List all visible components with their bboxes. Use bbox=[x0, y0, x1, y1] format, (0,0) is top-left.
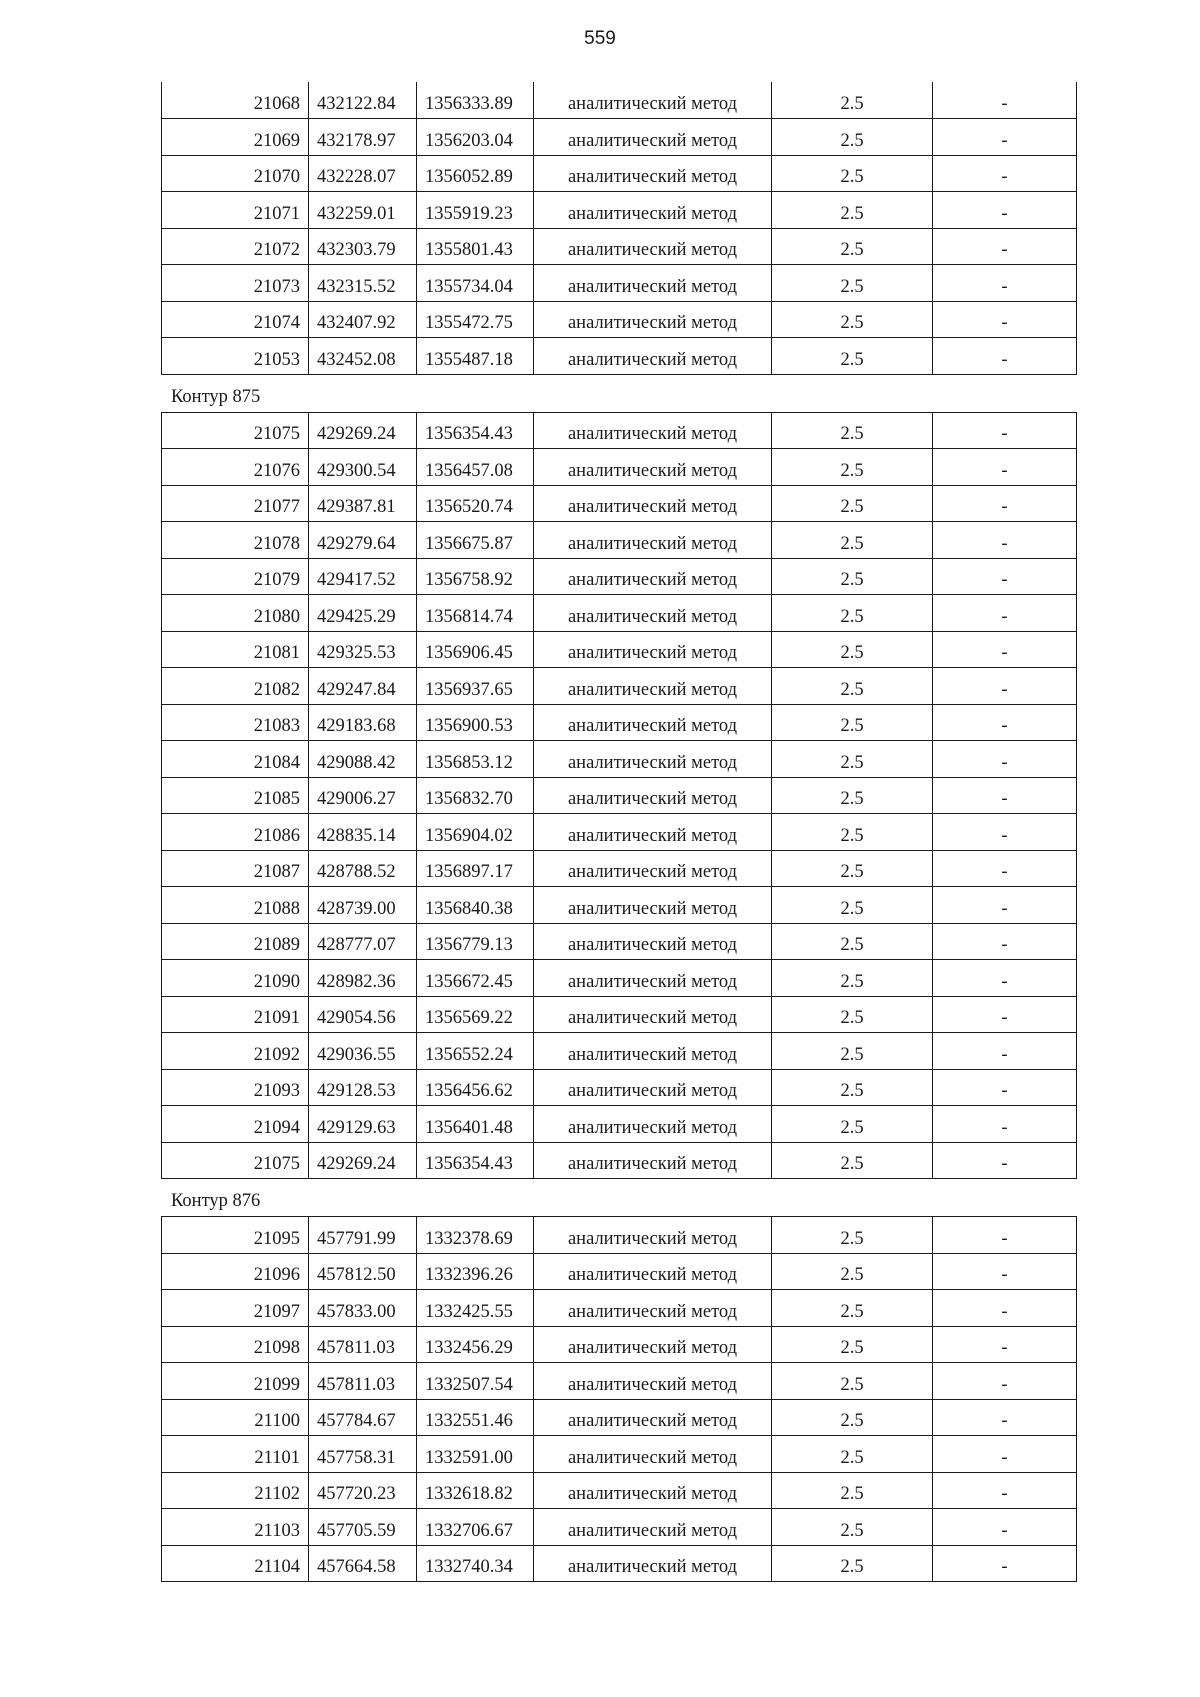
x-coordinate-cell: 428739.00 bbox=[309, 887, 417, 924]
contour-label: Контур 875 bbox=[171, 386, 261, 407]
point-number-cell: 21070 bbox=[162, 155, 309, 192]
point-number-cell: 21102 bbox=[162, 1472, 309, 1509]
accuracy-cell: 2.5 bbox=[772, 1253, 933, 1290]
point-number-cell: 21092 bbox=[162, 1033, 309, 1070]
method-cell: аналитический метод bbox=[534, 1399, 772, 1436]
accuracy-cell: 2.5 bbox=[772, 192, 933, 229]
table-row bbox=[162, 1326, 1077, 1363]
accuracy-cell: 2.5 bbox=[772, 704, 933, 741]
accuracy-cell: 2.5 bbox=[772, 1326, 933, 1363]
y-coordinate-cell: 1356052.89 bbox=[417, 155, 534, 192]
y-coordinate-cell: 1332740.34 bbox=[417, 1545, 534, 1582]
point-number-cell: 21069 bbox=[162, 119, 309, 156]
point-number-cell: 21073 bbox=[162, 265, 309, 302]
coordinates-table bbox=[161, 82, 1077, 375]
description-cell: - bbox=[933, 1472, 1077, 1509]
method-cell: аналитический метод bbox=[534, 1326, 772, 1363]
table-row bbox=[162, 631, 1077, 668]
table-row bbox=[162, 1509, 1077, 1546]
method-cell: аналитический метод bbox=[534, 777, 772, 814]
method-cell: аналитический метод bbox=[534, 1033, 772, 1070]
x-coordinate-cell: 457758.31 bbox=[309, 1436, 417, 1473]
y-coordinate-cell: 1356552.24 bbox=[417, 1033, 534, 1070]
y-coordinate-cell: 1356401.48 bbox=[417, 1106, 534, 1143]
y-coordinate-cell: 1355919.23 bbox=[417, 192, 534, 229]
accuracy-cell: 2.5 bbox=[772, 558, 933, 595]
x-coordinate-cell: 432303.79 bbox=[309, 228, 417, 265]
method-cell: аналитический метод bbox=[534, 338, 772, 375]
y-coordinate-cell: 1356520.74 bbox=[417, 485, 534, 522]
table-row bbox=[162, 887, 1077, 924]
point-number-cell: 21099 bbox=[162, 1363, 309, 1400]
description-cell: - bbox=[933, 923, 1077, 960]
table-row bbox=[162, 155, 1077, 192]
method-cell: аналитический метод bbox=[534, 449, 772, 486]
point-number-cell: 21076 bbox=[162, 449, 309, 486]
description-cell: - bbox=[933, 82, 1077, 119]
description-cell: - bbox=[933, 192, 1077, 229]
table-row bbox=[162, 1290, 1077, 1327]
y-coordinate-cell: 1332618.82 bbox=[417, 1472, 534, 1509]
point-number-cell: 21053 bbox=[162, 338, 309, 375]
accuracy-cell: 2.5 bbox=[772, 485, 933, 522]
x-coordinate-cell: 432178.97 bbox=[309, 119, 417, 156]
y-coordinate-cell: 1356333.89 bbox=[417, 82, 534, 119]
description-cell: - bbox=[933, 595, 1077, 632]
method-cell: аналитический метод bbox=[534, 301, 772, 338]
point-number-cell: 21086 bbox=[162, 814, 309, 851]
x-coordinate-cell: 457811.03 bbox=[309, 1326, 417, 1363]
table-row bbox=[162, 82, 1077, 119]
table-row bbox=[162, 1399, 1077, 1436]
point-number-cell: 21075 bbox=[162, 412, 309, 449]
description-cell: - bbox=[933, 741, 1077, 778]
point-number-cell: 21072 bbox=[162, 228, 309, 265]
page-number: 559 bbox=[584, 28, 616, 49]
method-cell: аналитический метод bbox=[534, 485, 772, 522]
y-coordinate-cell: 1332706.67 bbox=[417, 1509, 534, 1546]
y-coordinate-cell: 1332591.00 bbox=[417, 1436, 534, 1473]
point-number-cell: 21080 bbox=[162, 595, 309, 632]
method-cell: аналитический метод bbox=[534, 1436, 772, 1473]
y-coordinate-cell: 1356900.53 bbox=[417, 704, 534, 741]
accuracy-cell: 2.5 bbox=[772, 228, 933, 265]
y-coordinate-cell: 1355472.75 bbox=[417, 301, 534, 338]
coordinate-tables bbox=[161, 82, 1076, 1582]
x-coordinate-cell: 429128.53 bbox=[309, 1069, 417, 1106]
accuracy-cell: 2.5 bbox=[772, 668, 933, 705]
accuracy-cell: 2.5 bbox=[772, 960, 933, 997]
point-number-cell: 21088 bbox=[162, 887, 309, 924]
method-cell: аналитический метод bbox=[534, 1106, 772, 1143]
point-number-cell: 21087 bbox=[162, 850, 309, 887]
x-coordinate-cell: 429325.53 bbox=[309, 631, 417, 668]
x-coordinate-cell: 432452.08 bbox=[309, 338, 417, 375]
table-row bbox=[162, 1069, 1077, 1106]
x-coordinate-cell: 429425.29 bbox=[309, 595, 417, 632]
method-cell: аналитический метод bbox=[534, 668, 772, 705]
x-coordinate-cell: 457705.59 bbox=[309, 1509, 417, 1546]
table-row bbox=[162, 1033, 1077, 1070]
table-row bbox=[162, 704, 1077, 741]
method-cell: аналитический метод bbox=[534, 1472, 772, 1509]
x-coordinate-cell: 429054.56 bbox=[309, 996, 417, 1033]
x-coordinate-cell: 429269.24 bbox=[309, 412, 417, 449]
accuracy-cell: 2.5 bbox=[772, 338, 933, 375]
y-coordinate-cell: 1356779.13 bbox=[417, 923, 534, 960]
y-coordinate-cell: 1355734.04 bbox=[417, 265, 534, 302]
accuracy-cell: 2.5 bbox=[772, 777, 933, 814]
accuracy-cell: 2.5 bbox=[772, 923, 933, 960]
method-cell: аналитический метод bbox=[534, 522, 772, 559]
description-cell: - bbox=[933, 1363, 1077, 1400]
description-cell: - bbox=[933, 887, 1077, 924]
y-coordinate-cell: 1356203.04 bbox=[417, 119, 534, 156]
table-row bbox=[162, 228, 1077, 265]
contour-label: Контур 876 bbox=[171, 1191, 261, 1211]
accuracy-cell: 2.5 bbox=[772, 595, 933, 632]
description-cell: - bbox=[933, 522, 1077, 559]
description-cell: - bbox=[933, 301, 1077, 338]
description-cell: - bbox=[933, 1399, 1077, 1436]
description-cell: - bbox=[933, 1545, 1077, 1582]
point-number-cell: 21079 bbox=[162, 558, 309, 595]
y-coordinate-cell: 1355487.18 bbox=[417, 338, 534, 375]
y-coordinate-cell: 1356937.65 bbox=[417, 668, 534, 705]
y-coordinate-cell: 1356354.43 bbox=[417, 1142, 534, 1179]
y-coordinate-cell: 1332456.29 bbox=[417, 1326, 534, 1363]
x-coordinate-cell: 457833.00 bbox=[309, 1290, 417, 1327]
y-coordinate-cell: 1356814.74 bbox=[417, 595, 534, 632]
point-number-cell: 21078 bbox=[162, 522, 309, 559]
method-cell: аналитический метод bbox=[534, 595, 772, 632]
point-number-cell: 21094 bbox=[162, 1106, 309, 1143]
point-number-cell: 21100 bbox=[162, 1399, 309, 1436]
table-row bbox=[162, 1106, 1077, 1143]
coordinates-table bbox=[161, 1216, 1077, 1582]
description-cell: - bbox=[933, 449, 1077, 486]
method-cell: аналитический метод bbox=[534, 1069, 772, 1106]
y-coordinate-cell: 1356354.43 bbox=[417, 412, 534, 449]
y-coordinate-cell: 1356853.12 bbox=[417, 741, 534, 778]
description-cell: - bbox=[933, 631, 1077, 668]
accuracy-cell: 2.5 bbox=[772, 265, 933, 302]
x-coordinate-cell: 432315.52 bbox=[309, 265, 417, 302]
x-coordinate-cell: 429247.84 bbox=[309, 668, 417, 705]
accuracy-cell: 2.5 bbox=[772, 631, 933, 668]
x-coordinate-cell: 428777.07 bbox=[309, 923, 417, 960]
table-row bbox=[162, 119, 1077, 156]
y-coordinate-cell: 1332378.69 bbox=[417, 1217, 534, 1254]
method-cell: аналитический метод bbox=[534, 1545, 772, 1582]
table-row bbox=[162, 558, 1077, 595]
accuracy-cell: 2.5 bbox=[772, 1069, 933, 1106]
table-row bbox=[162, 923, 1077, 960]
method-cell: аналитический метод bbox=[534, 265, 772, 302]
point-number-cell: 21104 bbox=[162, 1545, 309, 1582]
accuracy-cell: 2.5 bbox=[772, 412, 933, 449]
table-row bbox=[162, 850, 1077, 887]
description-cell: - bbox=[933, 1436, 1077, 1473]
accuracy-cell: 2.5 bbox=[772, 887, 933, 924]
point-number-cell: 21096 bbox=[162, 1253, 309, 1290]
table-row bbox=[162, 668, 1077, 705]
accuracy-cell: 2.5 bbox=[772, 1106, 933, 1143]
description-cell: - bbox=[933, 1142, 1077, 1179]
point-number-cell: 21075 bbox=[162, 1142, 309, 1179]
method-cell: аналитический метод bbox=[534, 850, 772, 887]
y-coordinate-cell: 1356840.38 bbox=[417, 887, 534, 924]
method-cell: аналитический метод bbox=[534, 1217, 772, 1254]
accuracy-cell: 2.5 bbox=[772, 119, 933, 156]
table-row bbox=[162, 595, 1077, 632]
accuracy-cell: 2.5 bbox=[772, 1363, 933, 1400]
x-coordinate-cell: 457812.50 bbox=[309, 1253, 417, 1290]
table-row bbox=[162, 338, 1077, 375]
accuracy-cell: 2.5 bbox=[772, 1436, 933, 1473]
y-coordinate-cell: 1355801.43 bbox=[417, 228, 534, 265]
point-number-cell: 21084 bbox=[162, 741, 309, 778]
x-coordinate-cell: 457720.23 bbox=[309, 1472, 417, 1509]
y-coordinate-cell: 1356569.22 bbox=[417, 996, 534, 1033]
accuracy-cell: 2.5 bbox=[772, 1217, 933, 1254]
table-row bbox=[162, 449, 1077, 486]
description-cell: - bbox=[933, 338, 1077, 375]
accuracy-cell: 2.5 bbox=[772, 1509, 933, 1546]
x-coordinate-cell: 428982.36 bbox=[309, 960, 417, 997]
method-cell: аналитический метод bbox=[534, 814, 772, 851]
table-row bbox=[162, 1217, 1077, 1254]
description-cell: - bbox=[933, 265, 1077, 302]
method-cell: аналитический метод bbox=[534, 1290, 772, 1327]
description-cell: - bbox=[933, 814, 1077, 851]
accuracy-cell: 2.5 bbox=[772, 301, 933, 338]
accuracy-cell: 2.5 bbox=[772, 449, 933, 486]
description-cell: - bbox=[933, 1509, 1077, 1546]
x-coordinate-cell: 429006.27 bbox=[309, 777, 417, 814]
point-number-cell: 21093 bbox=[162, 1069, 309, 1106]
x-coordinate-cell: 428788.52 bbox=[309, 850, 417, 887]
y-coordinate-cell: 1356672.45 bbox=[417, 960, 534, 997]
method-cell: аналитический метод bbox=[534, 119, 772, 156]
point-number-cell: 21068 bbox=[162, 82, 309, 119]
description-cell: - bbox=[933, 1253, 1077, 1290]
point-number-cell: 21077 bbox=[162, 485, 309, 522]
y-coordinate-cell: 1332507.54 bbox=[417, 1363, 534, 1400]
accuracy-cell: 2.5 bbox=[772, 1142, 933, 1179]
description-cell: - bbox=[933, 1069, 1077, 1106]
method-cell: аналитический метод bbox=[534, 1509, 772, 1546]
coordinates-table bbox=[161, 412, 1077, 1180]
point-number-cell: 21071 bbox=[162, 192, 309, 229]
description-cell: - bbox=[933, 412, 1077, 449]
point-number-cell: 21082 bbox=[162, 668, 309, 705]
method-cell: аналитический метод bbox=[534, 558, 772, 595]
description-cell: - bbox=[933, 1290, 1077, 1327]
table-row bbox=[162, 522, 1077, 559]
description-cell: - bbox=[933, 1326, 1077, 1363]
accuracy-cell: 2.5 bbox=[772, 1399, 933, 1436]
description-cell: - bbox=[933, 1033, 1077, 1070]
description-cell: - bbox=[933, 155, 1077, 192]
method-cell: аналитический метод bbox=[534, 741, 772, 778]
table-row bbox=[162, 814, 1077, 851]
accuracy-cell: 2.5 bbox=[772, 82, 933, 119]
y-coordinate-cell: 1332425.55 bbox=[417, 1290, 534, 1327]
point-number-cell: 21085 bbox=[162, 777, 309, 814]
x-coordinate-cell: 457784.67 bbox=[309, 1399, 417, 1436]
description-cell: - bbox=[933, 668, 1077, 705]
description-cell: - bbox=[933, 558, 1077, 595]
point-number-cell: 21089 bbox=[162, 923, 309, 960]
method-cell: аналитический метод bbox=[534, 1363, 772, 1400]
accuracy-cell: 2.5 bbox=[772, 1472, 933, 1509]
y-coordinate-cell: 1356904.02 bbox=[417, 814, 534, 851]
y-coordinate-cell: 1356456.62 bbox=[417, 1069, 534, 1106]
x-coordinate-cell: 429300.54 bbox=[309, 449, 417, 486]
y-coordinate-cell: 1356897.17 bbox=[417, 850, 534, 887]
description-cell: - bbox=[933, 1217, 1077, 1254]
table-row bbox=[162, 777, 1077, 814]
method-cell: аналитический метод bbox=[534, 704, 772, 741]
x-coordinate-cell: 429417.52 bbox=[309, 558, 417, 595]
accuracy-cell: 2.5 bbox=[772, 741, 933, 778]
table-row bbox=[162, 265, 1077, 302]
method-cell: аналитический метод bbox=[534, 960, 772, 997]
description-cell: - bbox=[933, 704, 1077, 741]
y-coordinate-cell: 1356675.87 bbox=[417, 522, 534, 559]
x-coordinate-cell: 429036.55 bbox=[309, 1033, 417, 1070]
method-cell: аналитический метод bbox=[534, 996, 772, 1033]
table-row bbox=[162, 1472, 1077, 1509]
table-row bbox=[162, 1253, 1077, 1290]
table-row bbox=[162, 192, 1077, 229]
accuracy-cell: 2.5 bbox=[772, 155, 933, 192]
x-coordinate-cell: 429088.42 bbox=[309, 741, 417, 778]
point-number-cell: 21103 bbox=[162, 1509, 309, 1546]
method-cell: аналитический метод bbox=[534, 192, 772, 229]
x-coordinate-cell: 432228.07 bbox=[309, 155, 417, 192]
point-number-cell: 21097 bbox=[162, 1290, 309, 1327]
point-number-cell: 21095 bbox=[162, 1217, 309, 1254]
method-cell: аналитический метод bbox=[534, 228, 772, 265]
x-coordinate-cell: 457791.99 bbox=[309, 1217, 417, 1254]
accuracy-cell: 2.5 bbox=[772, 1545, 933, 1582]
accuracy-cell: 2.5 bbox=[772, 850, 933, 887]
description-cell: - bbox=[933, 777, 1077, 814]
method-cell: аналитический метод bbox=[534, 155, 772, 192]
y-coordinate-cell: 1332396.26 bbox=[417, 1253, 534, 1290]
x-coordinate-cell: 457664.58 bbox=[309, 1545, 417, 1582]
point-number-cell: 21091 bbox=[162, 996, 309, 1033]
accuracy-cell: 2.5 bbox=[772, 1290, 933, 1327]
x-coordinate-cell: 428835.14 bbox=[309, 814, 417, 851]
table-row bbox=[162, 996, 1077, 1033]
x-coordinate-cell: 429183.68 bbox=[309, 704, 417, 741]
accuracy-cell: 2.5 bbox=[772, 996, 933, 1033]
method-cell: аналитический метод bbox=[534, 412, 772, 449]
x-coordinate-cell: 429269.24 bbox=[309, 1142, 417, 1179]
table-row bbox=[162, 1436, 1077, 1473]
table-row bbox=[162, 1363, 1077, 1400]
x-coordinate-cell: 429387.81 bbox=[309, 485, 417, 522]
x-coordinate-cell: 429129.63 bbox=[309, 1106, 417, 1143]
table-row bbox=[162, 1545, 1077, 1582]
method-cell: аналитический метод bbox=[534, 1142, 772, 1179]
table-row bbox=[162, 412, 1077, 449]
y-coordinate-cell: 1356457.08 bbox=[417, 449, 534, 486]
description-cell: - bbox=[933, 119, 1077, 156]
method-cell: аналитический метод bbox=[534, 82, 772, 119]
point-number-cell: 21098 bbox=[162, 1326, 309, 1363]
method-cell: аналитический метод bbox=[534, 887, 772, 924]
table-row bbox=[162, 741, 1077, 778]
point-number-cell: 21083 bbox=[162, 704, 309, 741]
x-coordinate-cell: 432259.01 bbox=[309, 192, 417, 229]
description-cell: - bbox=[933, 228, 1077, 265]
method-cell: аналитический метод bbox=[534, 631, 772, 668]
method-cell: аналитический метод bbox=[534, 923, 772, 960]
point-number-cell: 21101 bbox=[162, 1436, 309, 1473]
point-number-cell: 21090 bbox=[162, 960, 309, 997]
y-coordinate-cell: 1356906.45 bbox=[417, 631, 534, 668]
table-row bbox=[162, 485, 1077, 522]
description-cell: - bbox=[933, 960, 1077, 997]
table-row bbox=[162, 1142, 1077, 1179]
accuracy-cell: 2.5 bbox=[772, 814, 933, 851]
description-cell: - bbox=[933, 996, 1077, 1033]
accuracy-cell: 2.5 bbox=[772, 1033, 933, 1070]
table-row bbox=[162, 960, 1077, 997]
description-cell: - bbox=[933, 850, 1077, 887]
y-coordinate-cell: 1356758.92 bbox=[417, 558, 534, 595]
y-coordinate-cell: 1332551.46 bbox=[417, 1399, 534, 1436]
point-number-cell: 21074 bbox=[162, 301, 309, 338]
point-number-cell: 21081 bbox=[162, 631, 309, 668]
accuracy-cell: 2.5 bbox=[772, 522, 933, 559]
x-coordinate-cell: 432122.84 bbox=[309, 82, 417, 119]
description-cell: - bbox=[933, 1106, 1077, 1143]
table-row bbox=[162, 301, 1077, 338]
x-coordinate-cell: 457811.03 bbox=[309, 1363, 417, 1400]
x-coordinate-cell: 429279.64 bbox=[309, 522, 417, 559]
description-cell: - bbox=[933, 485, 1077, 522]
y-coordinate-cell: 1356832.70 bbox=[417, 777, 534, 814]
x-coordinate-cell: 432407.92 bbox=[309, 301, 417, 338]
method-cell: аналитический метод bbox=[534, 1253, 772, 1290]
